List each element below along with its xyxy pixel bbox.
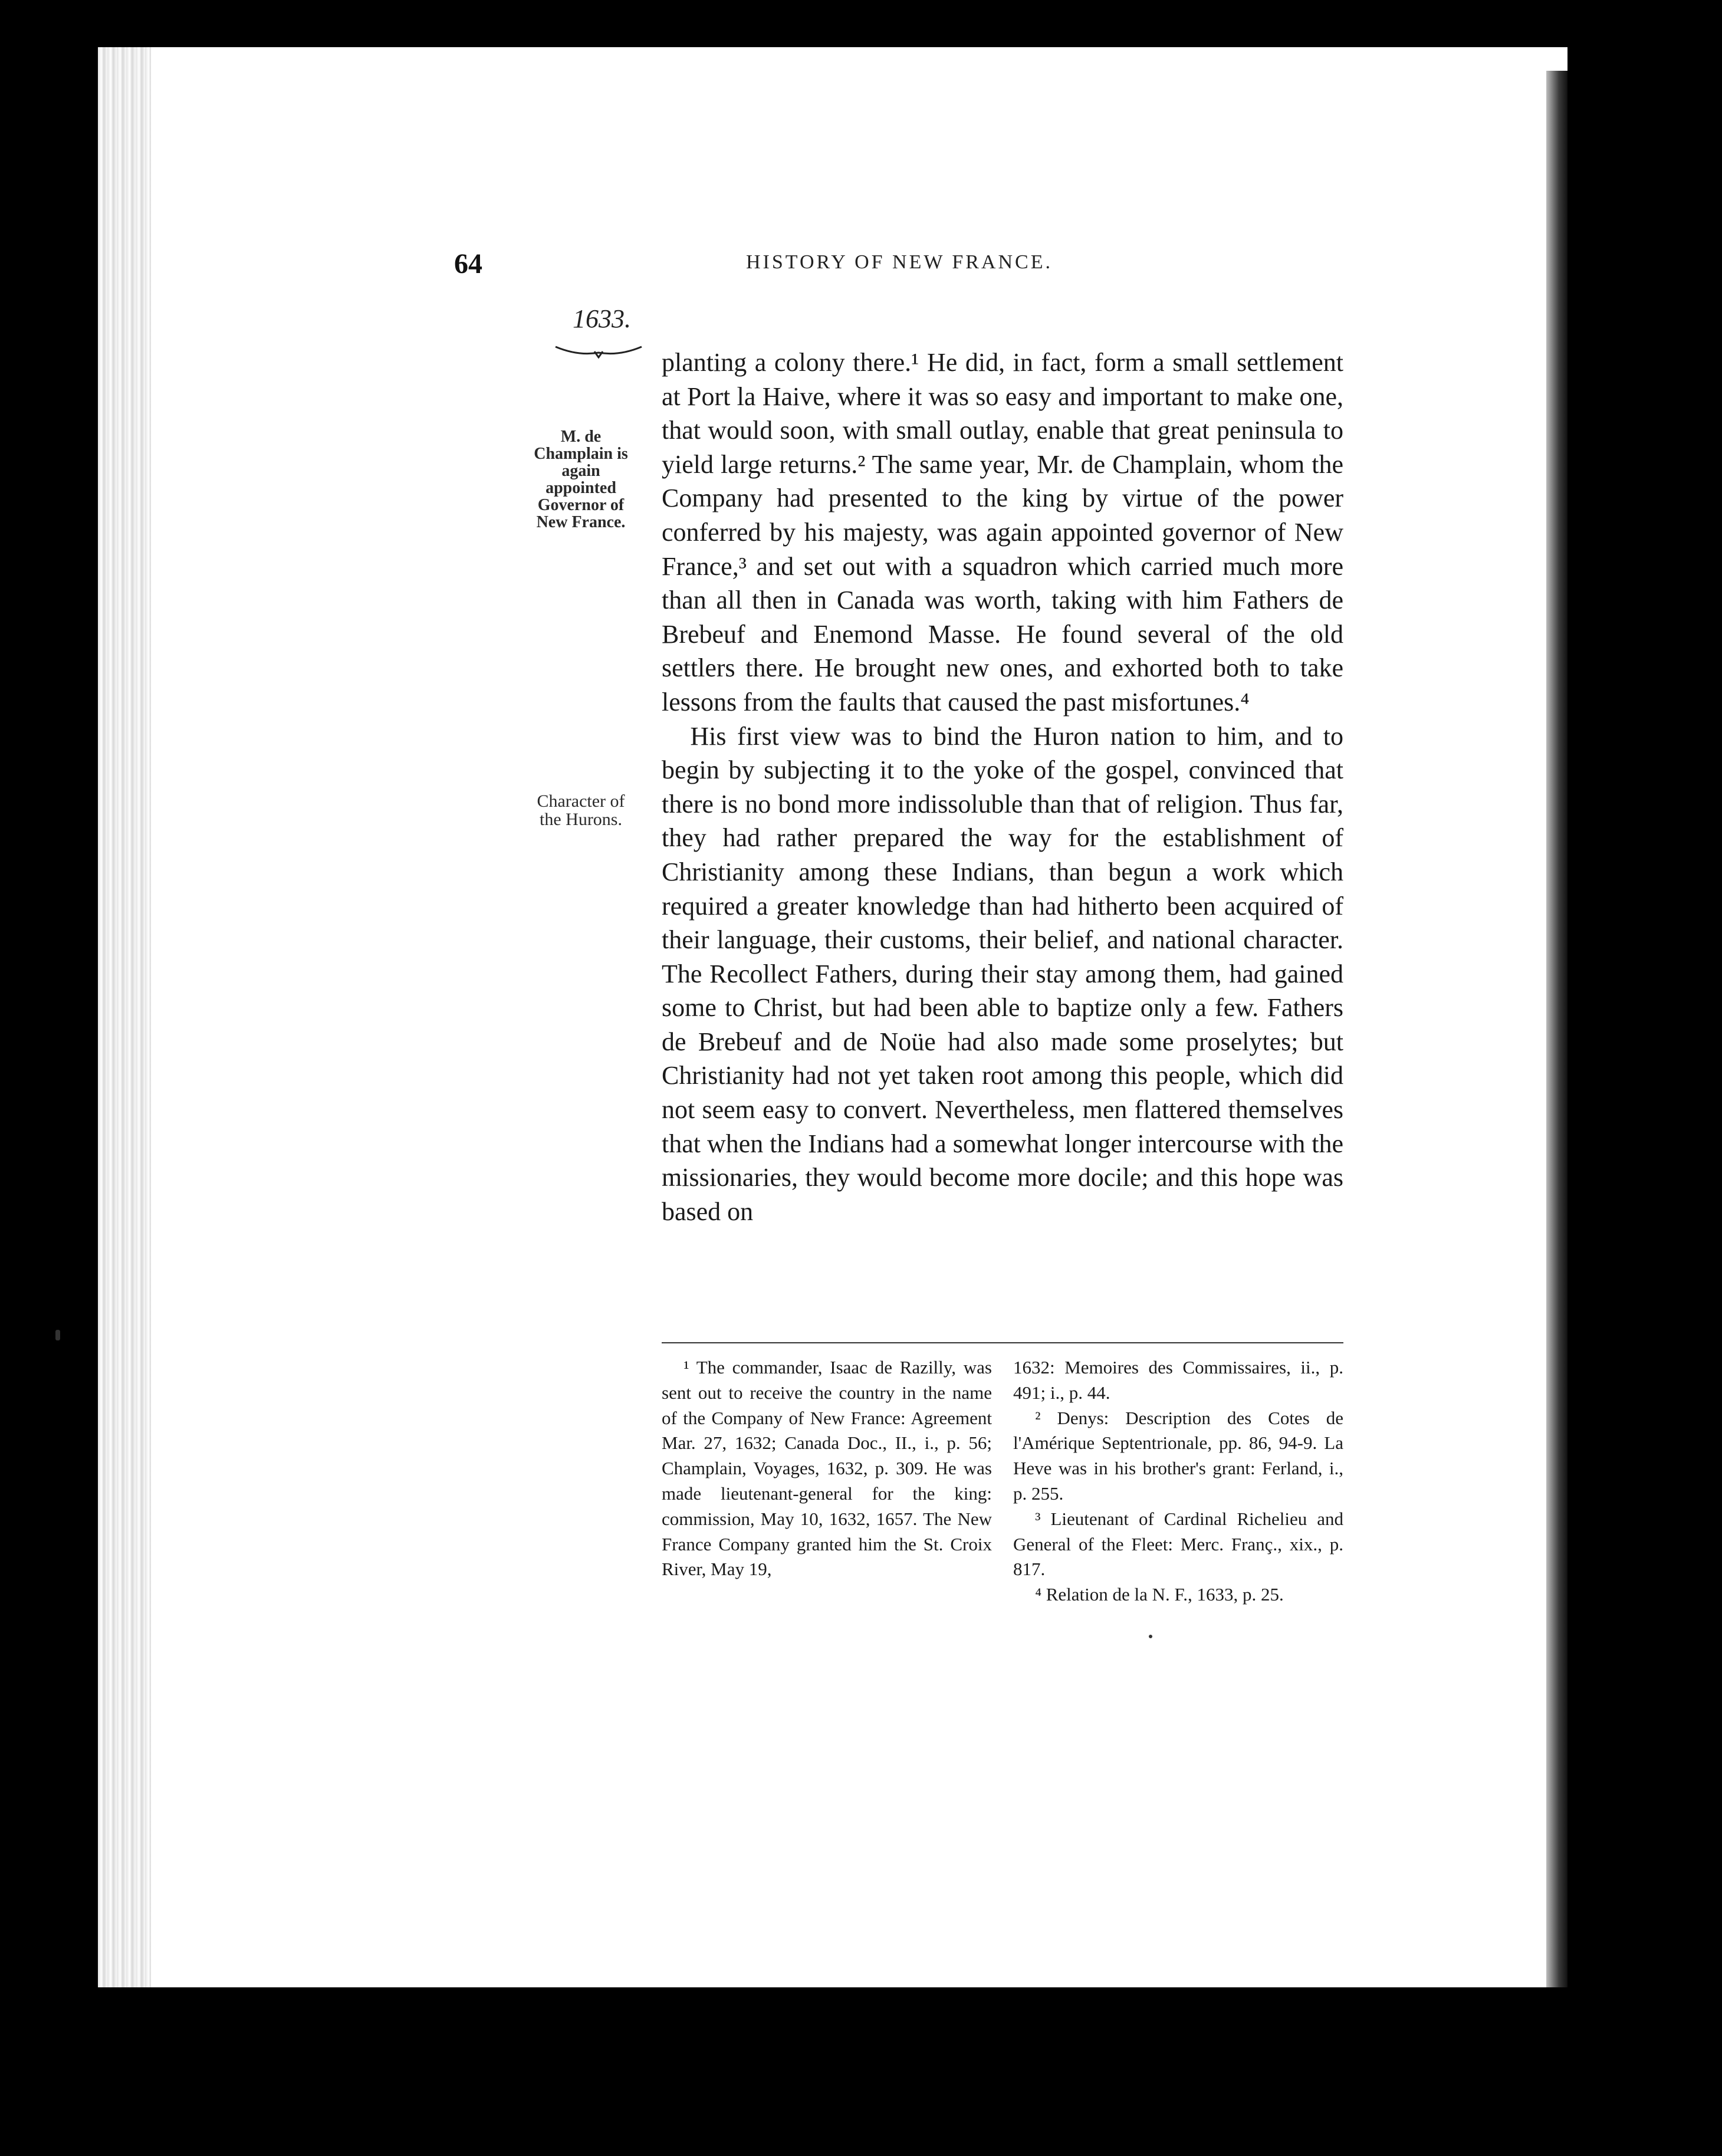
- scan-speck: [1149, 1635, 1152, 1638]
- footnote-1: ¹ The commander, Isaac de Razilly, was sent out to receive the country in the name of the Company of New France: Agreement Mar. 27, 1632; Canada Doc., II., i., p. 56; Champlain, Voyages, 1632, p. 309. He was made lieutenant-general for the king: commission, May 10, 1632, 1657. The New France Company granted him the St. Croix River, May 19,: [662, 1357, 992, 1580]
- footnote-2: ² Denys: Description des Cotes de l'Amérique Septentrionale, pp. 86, 94-9. La Heve was in his brother's grant: Ferland, i., p. 255.: [1013, 1407, 1343, 1504]
- footnote-column-right: [1013, 1355, 1343, 1608]
- decorative-brace: [554, 344, 643, 359]
- footnote-3: ³ Lieutenant of Cardinal Richelieu and General of the Fleet: Merc. Franç., xix., p. 817.: [1013, 1508, 1343, 1580]
- footnote-divider: [662, 1342, 1343, 1343]
- paragraph-2: His first view was to bind the Huron nation to him, and to begin by subjecting it to the yoke of the gospel, convinced that there is no bond more indissoluble than that of religion. Thus far, they had rather prepared the way for the establishment of Christianity among these Indians, than begun a work which required a greater knowledge than had hitherto been acquired of their language, their customs, their belief, and national character. The Recollect Fathers, during their stay among them, had gained some to Christ, but had been able to baptize only a few. Fathers de Brebeuf and de Noüe had also made some proselytes; but Christianity had not yet taken root among this people, which did not seem easy to convert. Nevertheless, men flattered themselves that when the Indians had a somewhat longer intercourse with the missionaries, they would become more docile; and this hope was based on: [662, 721, 1343, 1226]
- body-text: [662, 346, 1343, 1228]
- page-number: 64: [454, 248, 482, 280]
- side-note-hurons: Character of the Hurons.: [537, 791, 625, 829]
- side-note-champlain: M. de Champlain is again appointed Governor of New France.: [534, 428, 628, 531]
- page-edge-left: [98, 47, 151, 1987]
- page-header: [454, 248, 1345, 289]
- running-head: HISTORY OF NEW FRANCE.: [746, 251, 1053, 273]
- margin-year: 1633.: [573, 304, 631, 333]
- footnote-4: ⁴ Relation de la N. F., 1633, p. 25.: [1035, 1584, 1284, 1605]
- footnote-column-left: [662, 1355, 992, 1582]
- footnote-1-continued: 1632: Memoires des Commissaires, ii., p. 491; i., p. 44.: [1013, 1357, 1343, 1403]
- scan-speck: [55, 1330, 60, 1340]
- paragraph-1: planting a colony there.¹ He did, in fact, form a small settlement at Port la Haive, where it was so easy and important to make one, that would soon, with small outlay, enable that great peninsula to yield large returns.² The same year, Mr. de Champlain, whom the Company had presented to the king by virtue of the power conferred by his majesty, was again appointed governor of New France,³ and set out with a squadron which carried much more than all then in Canada was worth, taking with him Fathers de Brebeuf and Enemond Masse. He found several of the old settlers there. He brought new ones, and exhorted both to take lessons from the faults that caused the past misfortunes.⁴: [662, 348, 1343, 717]
- binding-shadow: [1546, 71, 1567, 1987]
